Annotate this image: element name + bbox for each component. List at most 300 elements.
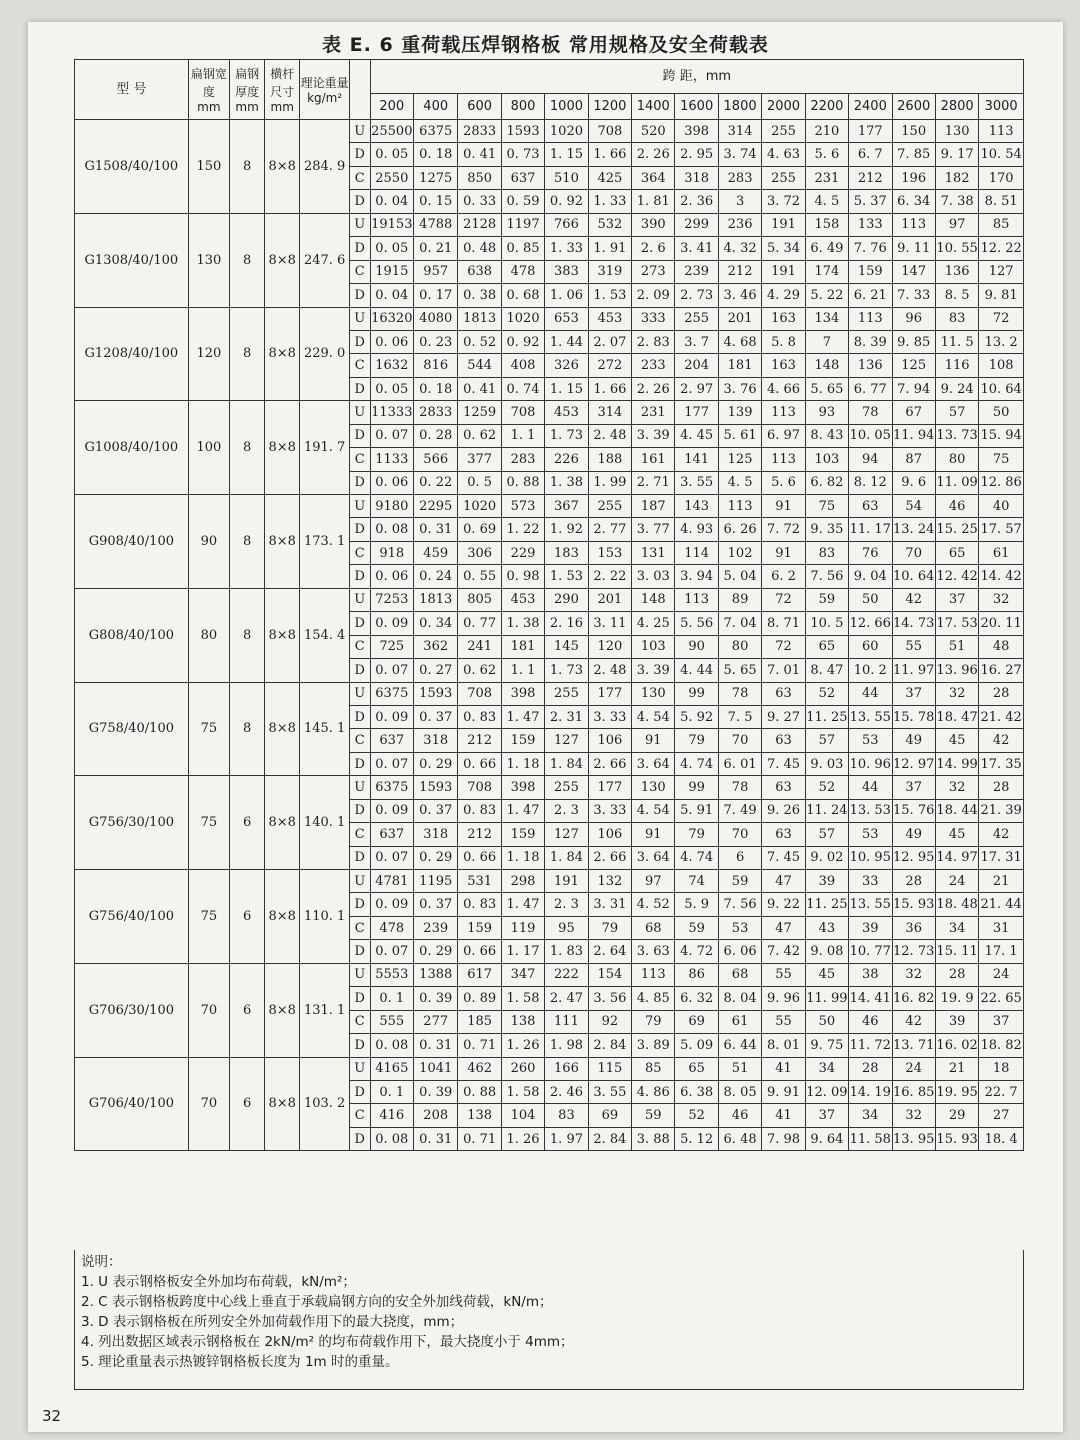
value-cell: 5. 61 (718, 424, 761, 447)
span-header: 1200 (588, 94, 631, 120)
table-row (75, 1057, 1024, 1080)
value-cell: 44 (849, 682, 892, 705)
value-cell: 61 (718, 1010, 761, 1033)
value-cell: 0. 83 (458, 705, 501, 728)
value-cell: 79 (675, 823, 718, 846)
value-cell: 9. 24 (935, 377, 978, 400)
value-cell: 15. 25 (935, 518, 978, 541)
value-cell: 10. 64 (892, 565, 935, 588)
value-cell: 15. 76 (892, 799, 935, 822)
value-cell: 2833 (414, 401, 458, 424)
value-cell: 314 (718, 120, 761, 143)
value-cell: 255 (675, 307, 718, 330)
value-cell: 21 (979, 870, 1024, 893)
value-cell: 3. 72 (762, 190, 805, 213)
value-cell: 5. 34 (762, 237, 805, 260)
value-cell: 1. 91 (588, 237, 631, 260)
value-cell: 566 (414, 448, 458, 471)
value-cell: 138 (501, 1010, 544, 1033)
value-cell: 50 (979, 401, 1024, 424)
row-type: U (349, 588, 370, 611)
value-cell: 2. 26 (632, 377, 675, 400)
value-cell: 1. 98 (545, 1034, 588, 1057)
value-cell: 7. 04 (718, 612, 761, 635)
value-cell: 1. 53 (545, 565, 588, 588)
value-cell: 28 (979, 682, 1024, 705)
value-cell: 19153 (370, 213, 413, 236)
value-cell: 28 (979, 776, 1024, 799)
value-cell: 130 (935, 120, 978, 143)
value-cell: 3. 88 (632, 1127, 675, 1150)
value-cell: 55 (762, 1010, 805, 1033)
thickness-cell: 8 (230, 682, 265, 776)
header-weight: 理论重量 kg/m² (300, 60, 350, 120)
value-cell: 2550 (370, 166, 413, 189)
value-cell: 53 (849, 729, 892, 752)
value-cell: 132 (588, 870, 631, 893)
value-cell: 181 (501, 635, 544, 658)
model-cell: G1208/40/100 (75, 307, 189, 401)
value-cell: 398 (675, 120, 718, 143)
value-cell: 0. 41 (458, 377, 501, 400)
value-cell: 478 (501, 260, 544, 283)
value-cell: 478 (370, 916, 413, 939)
header-model: 型 号 (75, 60, 189, 120)
value-cell: 5. 37 (849, 190, 892, 213)
value-cell: 47 (762, 870, 805, 893)
row-type: C (349, 635, 370, 658)
value-cell: 2. 46 (545, 1080, 588, 1103)
value-cell: 0. 89 (458, 987, 501, 1010)
value-cell: 2. 09 (632, 284, 675, 307)
value-cell: 11. 72 (849, 1034, 892, 1057)
value-cell: 637 (501, 166, 544, 189)
value-cell: 2. 36 (675, 190, 718, 213)
value-cell: 7. 45 (762, 752, 805, 775)
value-cell: 191 (762, 260, 805, 283)
row-type: D (349, 330, 370, 353)
value-cell: 55 (762, 963, 805, 986)
value-cell: 5. 6 (805, 143, 848, 166)
value-cell: 2. 22 (588, 565, 631, 588)
span-header: 2400 (849, 94, 892, 120)
value-cell: 46 (718, 1104, 761, 1127)
value-cell: 2. 48 (588, 659, 631, 682)
value-cell: 6. 01 (718, 752, 761, 775)
value-cell: 4788 (414, 213, 458, 236)
value-cell: 79 (675, 729, 718, 752)
value-cell: 138 (458, 1104, 501, 1127)
value-cell: 0. 28 (414, 424, 458, 447)
crossbar-cell: 8×8 (265, 401, 300, 495)
value-cell: 59 (632, 1104, 675, 1127)
value-cell: 187 (632, 495, 675, 518)
value-cell: 99 (675, 776, 718, 799)
value-cell: 1593 (501, 120, 544, 143)
value-cell: 9. 08 (805, 940, 848, 963)
value-cell: 1. 73 (545, 659, 588, 682)
value-cell: 4. 45 (675, 424, 718, 447)
value-cell: 0. 07 (370, 752, 413, 775)
value-cell: 318 (414, 823, 458, 846)
width-cell: 90 (188, 495, 229, 589)
value-cell: 148 (805, 354, 848, 377)
table-row (75, 682, 1024, 705)
value-cell: 78 (849, 401, 892, 424)
value-cell: 10. 64 (979, 377, 1024, 400)
value-cell: 4080 (414, 307, 458, 330)
value-cell: 33 (849, 870, 892, 893)
value-cell: 68 (718, 963, 761, 986)
value-cell: 239 (675, 260, 718, 283)
weight-cell: 103. 2 (300, 1057, 350, 1151)
value-cell: 0. 66 (458, 752, 501, 775)
value-cell: 0. 07 (370, 424, 413, 447)
value-cell: 127 (545, 729, 588, 752)
value-cell: 0. 39 (414, 987, 458, 1010)
value-cell: 63 (849, 495, 892, 518)
value-cell: 0. 68 (501, 284, 544, 307)
value-cell: 188 (588, 448, 631, 471)
value-cell: 6375 (414, 120, 458, 143)
value-cell: 5. 04 (718, 565, 761, 588)
value-cell: 72 (762, 588, 805, 611)
value-cell: 11. 97 (892, 659, 935, 682)
value-cell: 13. 73 (935, 424, 978, 447)
thickness-cell: 8 (230, 495, 265, 589)
width-cell: 100 (188, 401, 229, 495)
value-cell: 9. 35 (805, 518, 848, 541)
value-cell: 67 (892, 401, 935, 424)
value-cell: 25500 (370, 120, 413, 143)
value-cell: 14. 99 (935, 752, 978, 775)
value-cell: 3. 46 (718, 284, 761, 307)
value-cell: 111 (545, 1010, 588, 1033)
value-cell: 11. 24 (805, 799, 848, 822)
value-cell: 12. 97 (892, 752, 935, 775)
table-row (75, 870, 1024, 893)
value-cell: 125 (892, 354, 935, 377)
value-cell: 231 (805, 166, 848, 189)
value-cell: 12. 09 (805, 1080, 848, 1103)
value-cell: 1020 (545, 120, 588, 143)
value-cell: 1593 (414, 682, 458, 705)
value-cell: 7. 56 (718, 893, 761, 916)
crossbar-cell: 8×8 (265, 213, 300, 307)
value-cell: 255 (545, 682, 588, 705)
value-cell: 45 (935, 823, 978, 846)
value-cell: 37 (805, 1104, 848, 1127)
value-cell: 69 (588, 1104, 631, 1127)
value-cell: 16320 (370, 307, 413, 330)
value-cell: 8. 04 (718, 987, 761, 1010)
value-cell: 1. 92 (545, 518, 588, 541)
value-cell: 18. 4 (979, 1127, 1024, 1150)
value-cell: 83 (545, 1104, 588, 1127)
value-cell: 79 (588, 916, 631, 939)
value-cell: 79 (632, 1010, 675, 1033)
thickness-cell: 8 (230, 213, 265, 307)
row-type: D (349, 471, 370, 494)
row-type: U (349, 307, 370, 330)
value-cell: 0. 83 (458, 893, 501, 916)
value-cell: 14. 41 (849, 987, 892, 1010)
value-cell: 46 (849, 1010, 892, 1033)
value-cell: 222 (545, 963, 588, 986)
value-cell: 2. 84 (588, 1034, 631, 1057)
value-cell: 1. 44 (545, 330, 588, 353)
value-cell: 0. 09 (370, 612, 413, 635)
value-cell: 3. 33 (588, 705, 631, 728)
value-cell: 3. 63 (632, 940, 675, 963)
value-cell: 210 (805, 120, 848, 143)
span-header: 1400 (632, 94, 675, 120)
weight-cell: 284. 9 (300, 120, 350, 214)
value-cell: 10. 77 (849, 940, 892, 963)
value-cell: 9. 75 (805, 1034, 848, 1057)
model-cell: G758/40/100 (75, 682, 189, 776)
value-cell: 15. 78 (892, 705, 935, 728)
value-cell: 0. 04 (370, 284, 413, 307)
table-row (75, 963, 1024, 986)
value-cell: 57 (935, 401, 978, 424)
value-cell: 24 (979, 963, 1024, 986)
value-cell: 4. 5 (718, 471, 761, 494)
value-cell: 131 (632, 541, 675, 564)
value-cell: 1813 (414, 588, 458, 611)
value-cell: 1. 22 (501, 518, 544, 541)
value-cell: 367 (545, 495, 588, 518)
value-cell: 0. 34 (414, 612, 458, 635)
value-cell: 11. 58 (849, 1127, 892, 1150)
value-cell: 150 (892, 120, 935, 143)
value-cell: 2. 66 (588, 752, 631, 775)
value-cell: 241 (458, 635, 501, 658)
value-cell: 14. 42 (979, 565, 1024, 588)
value-cell: 78 (718, 776, 761, 799)
value-cell: 59 (805, 588, 848, 611)
value-cell: 42 (979, 729, 1024, 752)
value-cell: 2. 16 (545, 612, 588, 635)
value-cell: 5. 12 (675, 1127, 718, 1150)
value-cell: 85 (979, 213, 1024, 236)
value-cell: 4. 86 (632, 1080, 675, 1103)
value-cell: 38 (849, 963, 892, 986)
value-cell: 0. 71 (458, 1034, 501, 1057)
value-cell: 83 (805, 541, 848, 564)
value-cell: 15. 93 (935, 1127, 978, 1150)
value-cell: 0. 98 (501, 565, 544, 588)
value-cell: 11. 25 (805, 893, 848, 916)
value-cell: 2. 97 (675, 377, 718, 400)
row-type: C (349, 1104, 370, 1127)
value-cell: 166 (545, 1057, 588, 1080)
value-cell: 40 (979, 495, 1024, 518)
span-header: 1800 (718, 94, 761, 120)
value-cell: 55 (892, 635, 935, 658)
value-cell: 0. 29 (414, 846, 458, 869)
value-cell: 182 (935, 166, 978, 189)
row-type: D (349, 424, 370, 447)
value-cell: 6. 48 (718, 1127, 761, 1150)
value-cell: 2. 26 (632, 143, 675, 166)
value-cell: 0. 09 (370, 799, 413, 822)
value-cell: 72 (979, 307, 1024, 330)
value-cell: 17. 57 (979, 518, 1024, 541)
value-cell: 3. 64 (632, 846, 675, 869)
value-cell: 4. 74 (675, 846, 718, 869)
header-crossbar: 横杆尺寸 mm (265, 60, 300, 120)
value-cell: 708 (458, 682, 501, 705)
value-cell: 8. 71 (762, 612, 805, 635)
value-cell: 0. 09 (370, 705, 413, 728)
value-cell: 0. 07 (370, 659, 413, 682)
value-cell: 1. 66 (588, 143, 631, 166)
value-cell: 1593 (414, 776, 458, 799)
value-cell: 7. 56 (805, 565, 848, 588)
value-cell: 177 (588, 682, 631, 705)
value-cell: 298 (501, 870, 544, 893)
value-cell: 28 (892, 870, 935, 893)
value-cell: 1195 (414, 870, 458, 893)
value-cell: 70 (718, 729, 761, 752)
value-cell: 416 (370, 1104, 413, 1127)
value-cell: 306 (458, 541, 501, 564)
table-row (75, 495, 1024, 518)
value-cell: 573 (501, 495, 544, 518)
span-header: 200 (370, 94, 413, 120)
value-cell: 0. 73 (501, 143, 544, 166)
value-cell: 1. 53 (588, 284, 631, 307)
value-cell: 91 (632, 823, 675, 846)
value-cell: 5553 (370, 963, 413, 986)
value-cell: 0. 69 (458, 518, 501, 541)
row-type: U (349, 120, 370, 143)
value-cell: 208 (414, 1104, 458, 1127)
value-cell: 5. 22 (805, 284, 848, 307)
value-cell: 12. 95 (892, 846, 935, 869)
width-cell: 75 (188, 870, 229, 964)
value-cell: 850 (458, 166, 501, 189)
row-type: D (349, 1034, 370, 1057)
value-cell: 708 (588, 120, 631, 143)
value-cell: 69 (675, 1010, 718, 1033)
value-cell: 10. 96 (849, 752, 892, 775)
value-cell: 201 (718, 307, 761, 330)
value-cell: 130 (632, 682, 675, 705)
row-type: D (349, 143, 370, 166)
value-cell: 2. 3 (545, 799, 588, 822)
value-cell: 277 (414, 1010, 458, 1033)
row-type: U (349, 213, 370, 236)
value-cell: 63 (762, 682, 805, 705)
value-cell: 8. 5 (935, 284, 978, 307)
value-cell: 90 (675, 635, 718, 658)
width-cell: 150 (188, 120, 229, 214)
value-cell: 27 (979, 1104, 1024, 1127)
value-cell: 1. 18 (501, 846, 544, 869)
value-cell: 4165 (370, 1057, 413, 1080)
value-cell: 46 (935, 495, 978, 518)
value-cell: 957 (414, 260, 458, 283)
value-cell: 114 (675, 541, 718, 564)
value-cell: 37 (935, 588, 978, 611)
value-cell: 398 (501, 682, 544, 705)
span-header: 600 (458, 94, 501, 120)
value-cell: 16. 27 (979, 659, 1024, 682)
value-cell: 637 (370, 729, 413, 752)
span-header: 2800 (935, 94, 978, 120)
value-cell: 158 (805, 213, 848, 236)
value-cell: 127 (545, 823, 588, 846)
value-cell: 7. 49 (718, 799, 761, 822)
value-cell: 318 (675, 166, 718, 189)
span-header: 1000 (545, 94, 588, 120)
thickness-cell: 8 (230, 307, 265, 401)
value-cell: 49 (892, 729, 935, 752)
value-cell: 12. 73 (892, 940, 935, 963)
value-cell: 4. 5 (805, 190, 848, 213)
value-cell: 14. 73 (892, 612, 935, 635)
crossbar-cell: 8×8 (265, 870, 300, 964)
value-cell: 617 (458, 963, 501, 986)
value-cell: 0. 23 (414, 330, 458, 353)
row-type: D (349, 987, 370, 1010)
value-cell: 4. 52 (632, 893, 675, 916)
row-type: C (349, 354, 370, 377)
value-cell: 7. 85 (892, 143, 935, 166)
span-header: 800 (501, 94, 544, 120)
value-cell: 36 (892, 916, 935, 939)
value-cell: 201 (588, 588, 631, 611)
value-cell: 0. 09 (370, 893, 413, 916)
value-cell: 7. 72 (762, 518, 805, 541)
value-cell: 453 (501, 588, 544, 611)
value-cell: 31 (979, 916, 1024, 939)
value-cell: 161 (632, 448, 675, 471)
value-cell: 9. 27 (762, 705, 805, 728)
value-cell: 918 (370, 541, 413, 564)
thickness-cell: 8 (230, 401, 265, 495)
value-cell: 1133 (370, 448, 413, 471)
value-cell: 9. 03 (805, 752, 848, 775)
value-cell: 163 (762, 354, 805, 377)
value-cell: 28 (849, 1057, 892, 1080)
value-cell: 16. 85 (892, 1080, 935, 1103)
value-cell: 65 (935, 541, 978, 564)
value-cell: 0. 83 (458, 799, 501, 822)
value-cell: 7. 33 (892, 284, 935, 307)
value-cell: 212 (458, 729, 501, 752)
value-cell: 0. 71 (458, 1127, 501, 1150)
value-cell: 0. 21 (414, 237, 458, 260)
value-cell: 5. 65 (718, 659, 761, 682)
row-type: C (349, 166, 370, 189)
value-cell: 0. 62 (458, 424, 501, 447)
thickness-cell: 8 (230, 120, 265, 214)
value-cell: 95 (545, 916, 588, 939)
value-cell: 398 (501, 776, 544, 799)
value-cell: 147 (892, 260, 935, 283)
value-cell: 45 (805, 963, 848, 986)
value-cell: 10. 05 (849, 424, 892, 447)
crossbar-cell: 8×8 (265, 120, 300, 214)
note-3: 3. D 表示钢格板在所列安全外加荷载作用下的最大挠度，mm； (81, 1314, 464, 1330)
value-cell: 2. 73 (675, 284, 718, 307)
value-cell: 116 (935, 354, 978, 377)
value-cell: 42 (979, 823, 1024, 846)
value-cell: 1. 58 (501, 1080, 544, 1103)
